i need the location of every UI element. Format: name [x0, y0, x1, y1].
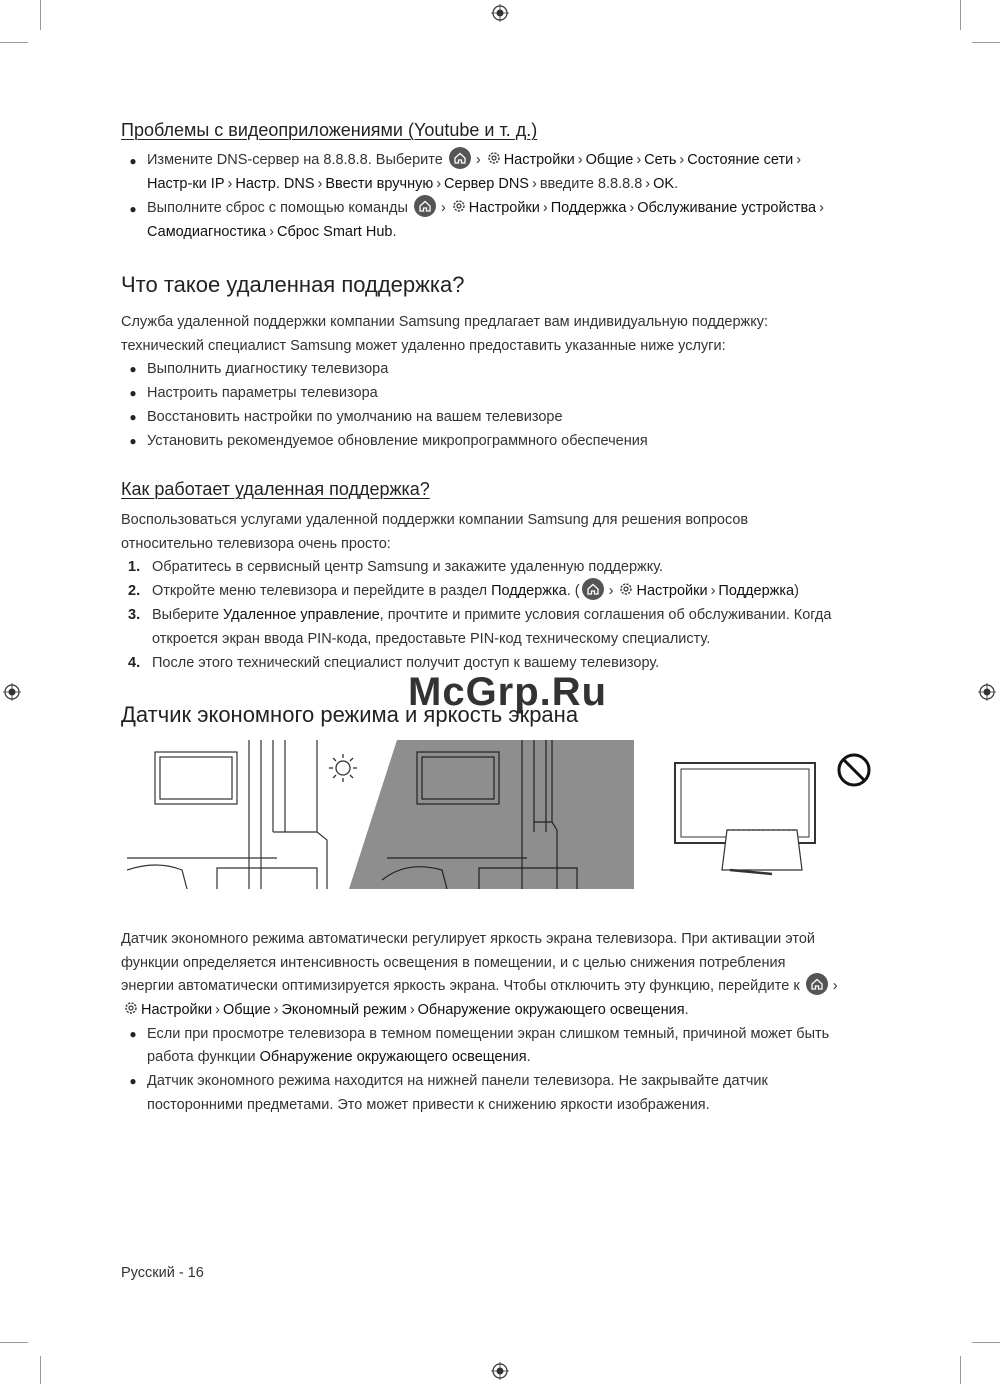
crop-mark	[960, 0, 961, 30]
home-icon	[414, 195, 436, 217]
home-icon	[582, 578, 604, 600]
eco-paragraph-line1: Датчик экономного режима автоматически регулирует яркость экрана телевизора. При активации этой	[121, 931, 815, 947]
crop-mark	[972, 1342, 1000, 1343]
bullet-dot: ●	[129, 1074, 137, 1088]
list-item: Установить рекомендуемое обновление микропрограммного обеспечения	[147, 433, 648, 449]
remote-support-intro-line1: Служба удаленной поддержки компании Samsung предлагает вам индивидуальную поддержку:	[121, 314, 769, 330]
how-it-works-intro-line1: Воспользоваться услугами удаленной поддержки компании Samsung для решения вопросов	[121, 512, 749, 528]
section-heading-video-apps: Проблемы с видеоприложениями (Youtube и т. д.)	[121, 120, 538, 140]
step-text: Выберите Удаленное управление, прочтите и примите условия соглашения об обслуживании. Когда	[152, 607, 832, 623]
step-number: 1.	[128, 559, 141, 575]
eco-paragraph-line2: функции определяется интенсивность освещения в помещении, и с целью снижения потребления	[121, 955, 786, 971]
step-number: 3.	[128, 607, 141, 623]
registration-mark-icon	[491, 4, 509, 22]
bullet-dot: ●	[129, 202, 137, 216]
bullet-dot: ●	[129, 410, 137, 424]
section-heading-how-it-works: Как работает удаленная поддержка?	[121, 479, 430, 499]
bullet-dot: ●	[129, 154, 137, 168]
watermark: McGrp.Ru	[408, 670, 608, 714]
list-item: Настроить параметры телевизора	[147, 385, 378, 401]
home-icon	[806, 973, 828, 995]
bullet-dot: ●	[129, 386, 137, 400]
dns-instruction-line1: Измените DNS-сервер на 8.8.8.8. Выберите › Настройки › Общие › Сеть › Состояние сети ›	[147, 148, 804, 172]
step-text: После этого технический специалист получит доступ к вашему телевизору.	[152, 655, 660, 671]
page-number: Русский - 16	[121, 1265, 204, 1281]
gear-icon	[486, 150, 502, 166]
bullet-dot: ●	[129, 1027, 137, 1041]
bullet-dot: ●	[129, 434, 137, 448]
eco-bullet1-line2: работа функции Обнаружение окружающего освещения.	[147, 1049, 531, 1065]
section-heading-remote-support: Что такое удаленная поддержка?	[121, 272, 465, 297]
registration-mark-icon	[491, 1362, 509, 1380]
reset-instruction-line2: Самодиагностика › Сброс Smart Hub.	[147, 224, 397, 240]
eco-bullet1-line1: Если при просмотре телевизора в темном помещении экран слишком темный, причиной может быть	[147, 1026, 830, 1042]
eco-sensor-room-illustration	[127, 740, 634, 889]
list-item: Выполнить диагностику телевизора	[147, 361, 389, 377]
eco-bullet2-line2: посторонними предметами. Это может привести к снижению яркости изображения.	[147, 1097, 710, 1113]
step-text: Обратитесь в сервисный центр Samsung и закажите удаленную поддержку.	[152, 559, 664, 575]
registration-mark-icon	[978, 683, 996, 701]
list-item: Восстановить настройки по умолчанию на вашем телевизоре	[147, 409, 563, 425]
step-text-continued: откроется экран ввода PIN-кода, предоставьте PIN-код техническому специалисту.	[152, 631, 711, 647]
dns-instruction-line2: Настр-ки IP › Настр. DNS › Ввести вручную › Сервер DNS › введите 8.8.8.8 › OK.	[147, 176, 679, 192]
crop-mark	[40, 1356, 41, 1384]
crop-mark	[972, 42, 1000, 43]
gear-icon	[123, 1000, 139, 1016]
step-number: 4.	[128, 655, 141, 671]
step-number: 2.	[128, 583, 141, 599]
registration-mark-icon	[3, 683, 21, 701]
prohibited-icon	[836, 752, 872, 788]
gear-icon	[451, 198, 467, 214]
step-text: Откройте меню телевизора и перейдите в раздел Поддержка. ( › Настройки › Поддержка)	[152, 579, 799, 603]
crop-mark	[0, 42, 28, 43]
reset-instruction-line1: Выполните сброс с помощью команды › Настройки › Поддержка › Обслуживание устройства ›	[147, 196, 827, 220]
home-icon	[449, 147, 471, 169]
eco-bullet2-line1: Датчик экономного режима находится на нижней панели телевизора. Не закрывайте датчик	[147, 1073, 768, 1089]
how-it-works-intro-line2: относительно телевизора очень просто:	[121, 536, 391, 552]
sensor-blocked-illustration	[672, 760, 822, 880]
remote-support-intro-line2: технический специалист Samsung может удаленно предоставить указанные ниже услуги:	[121, 338, 726, 354]
eco-paragraph-line4: Настройки › Общие › Экономный режим › Обнаружение окружающего освещения.	[121, 998, 689, 1022]
crop-mark	[0, 1342, 28, 1343]
gear-icon	[618, 581, 634, 597]
crop-mark	[40, 0, 41, 30]
calendar-icon	[722, 830, 802, 870]
crop-mark	[960, 1356, 961, 1384]
bullet-dot: ●	[129, 362, 137, 376]
section-heading-eco-sensor: Датчик экономного режима и яркость экрана	[121, 702, 579, 727]
eco-paragraph-line3: энергии автоматически оптимизируется яркость экрана. Чтобы отключить эту функцию, перейдите к ›	[121, 974, 841, 998]
